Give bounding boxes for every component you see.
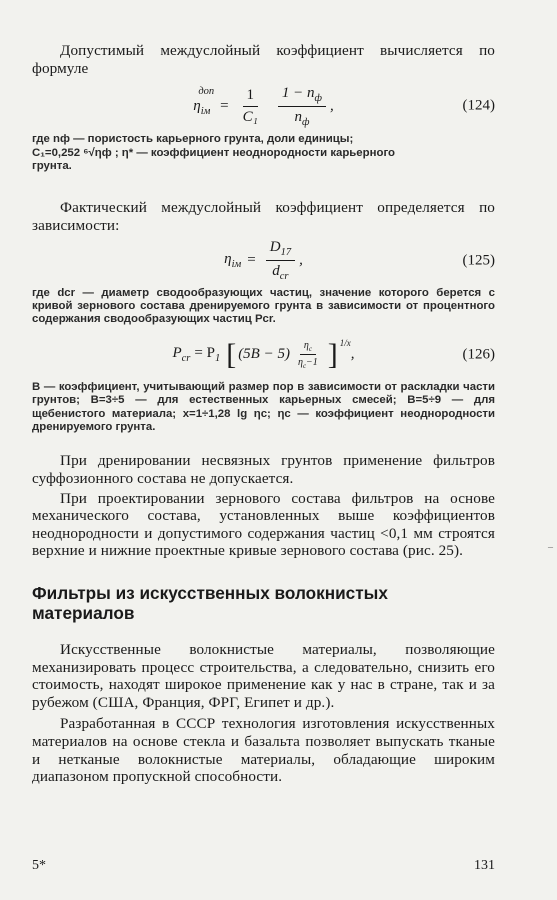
paragraph-actual-coefficient: Фактический междуслойный коэффициент определяется по зависимости: (32, 199, 495, 234)
paragraph-drainage: При дренировании несвязных грунтов применение фильтров суффозионного состава не допускается. (32, 452, 495, 488)
f125-lhs: $\eta_{iм}$ (224, 251, 242, 271)
section-heading: Фильтры из искусственных волокнистых материалов (32, 583, 388, 623)
f126-left-bracket: [ (226, 337, 237, 371)
formula-125-number: (125) (462, 252, 495, 269)
f125-frac: $\frac{D_{17}}{d_{cr}}$ (266, 239, 295, 282)
f124-eq: = (220, 97, 229, 114)
margin-mark: – (548, 542, 553, 553)
formula-125 (32, 239, 495, 283)
formula-126 (32, 331, 495, 379)
paragraph-design: При проектировании зернового состава фильтров на основе механического состава, установленных выше коэффициентов неоднородности и допустимого содержания частиц <0,1 мм строятся верхние и нижние проектные кривые зернового состава (рис. 25). (32, 489, 495, 560)
def1-line3: грунта. (32, 160, 72, 172)
page-number: 131 (474, 858, 495, 873)
formula-124 (32, 83, 495, 129)
def1-line1: где nф — пористость карьерного грунта, доли единицы; (32, 133, 354, 146)
formula-124-body (32, 83, 495, 129)
paragraph-fibrous-materials: Искусственные волокнистые материалы, позволяющие механизировать процесс строительства, а следовательно, снизить его стоимость, находят широкое применение как у нас в стране, так и за рубежом (США, Франция, ФРГ, Египет и др.). (32, 641, 495, 711)
f124-frac1: $\frac{1}{\text{C₁}}$ (242, 86, 258, 125)
f126-right-bracket: ] (327, 337, 338, 371)
f125-eq: = (247, 252, 256, 269)
f124-frac2: $\frac{1 - n_ф}{n_ф}$ (278, 85, 326, 128)
signature-mark: 5* (32, 858, 46, 873)
def3-text: B — коэффициент, учитывающий размер пор в зависимости от раскладки части грунтов; B=3÷5 — для естественных карьерных смесей; B=5÷9 — для щебенистого материала; x=1÷1,28 lg ηc; ηc — коэффициент неоднородности дренируемого грунта. (32, 380, 495, 434)
f125-comma: , (299, 252, 303, 269)
formula-125-body (32, 239, 495, 283)
def1-line2: C₁=0,252 ⁶√ηф ; η* — коэффициент неоднородности карьерного (32, 146, 395, 159)
formula-126-body (32, 331, 495, 379)
f126-frac: $\frac{\eta_c}{\eta_c-1}$ (297, 339, 318, 370)
f124-lhs: $\eta_{iм}^{доп}$ (193, 85, 215, 117)
f126-eq: = $P_1$ (194, 345, 221, 365)
formula-124-number: (124) (462, 97, 495, 114)
f126-comma: , (350, 346, 355, 363)
page-footer (32, 858, 495, 874)
f126-inner: (5B − 5) (238, 346, 290, 363)
paragraph-ussr-technology: Разработанная в СССР технология изготовления искусственных материалов на основе стекла и базальта позволяет выпускать тканые и нетканые волокнистые материалы, обладающие широким диапазоном пропускной способности. (32, 715, 495, 786)
f124-comma: , (329, 97, 334, 114)
paragraph-formula-intro: Допустимый междуслойный коэффициент вычисляется по формуле (32, 42, 495, 77)
f126-lhs: $P_{cr}$ (172, 345, 191, 365)
def2-text: где dcr — диаметр сводообразующих частиц, значение которого берется с кривой зернового состава дренируемого грунта в зависимости от процентного содержания сводообразующих частиц Pcr. (32, 286, 495, 326)
formula-126-number: (126) (462, 346, 495, 363)
f126-exponent: 1/x (339, 337, 351, 348)
